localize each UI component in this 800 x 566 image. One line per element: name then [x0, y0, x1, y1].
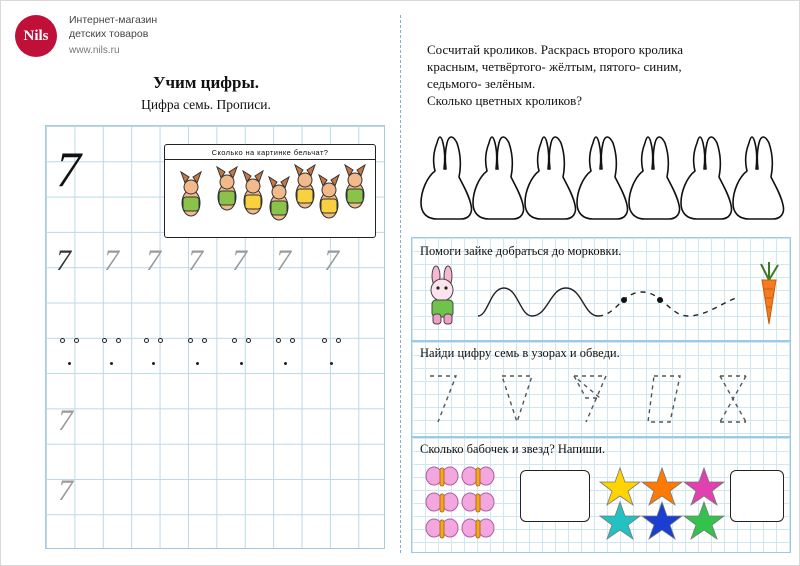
guide-dot	[196, 362, 199, 365]
guide-dot	[60, 338, 65, 343]
trace-row-3-model: 7	[58, 404, 73, 437]
nils-logo: Nils	[15, 15, 57, 57]
squirrel-question-caption: Сколько на картинке бельчат?	[165, 145, 375, 160]
trace-glyph[interactable]: 7	[324, 244, 339, 277]
guide-dot	[330, 362, 333, 365]
task2-text: Помоги зайке добраться до морковки.	[420, 244, 622, 258]
guide-dot	[284, 362, 287, 365]
guide-dot	[116, 338, 121, 343]
pattern-row[interactable]	[422, 370, 782, 428]
guide-dot	[68, 362, 71, 365]
page-subtitle: Цифра семь. Прописи.	[141, 97, 271, 112]
brand-header	[15, 13, 345, 71]
trace-glyph[interactable]: 7	[146, 244, 161, 277]
rabbit-row	[415, 129, 789, 229]
task3-text: Найди цифру семь в узорах и обведи.	[420, 346, 620, 360]
task1-line-3: седьмого- зелёным.	[427, 76, 536, 91]
guide-dot	[202, 338, 207, 343]
squirrel-illustration	[169, 161, 373, 235]
guide-dot	[158, 338, 163, 343]
squirrel-picture-box	[164, 144, 376, 238]
task2-panel	[411, 237, 791, 341]
guide-dot	[240, 362, 243, 365]
guide-dot	[232, 338, 237, 343]
guide-dot	[102, 338, 107, 343]
guide-dot	[74, 338, 79, 343]
brand-line-1: Интернет-магазин	[69, 14, 158, 26]
guide-dot	[290, 338, 295, 343]
page-divider	[400, 15, 401, 553]
task1-line-4: Сколько цветных кроликов?	[427, 93, 583, 108]
task4-panel	[411, 437, 791, 553]
guide-dot	[110, 362, 113, 365]
task1-line-2: красным, четвёртого- жёлтым, пятого- синим,	[427, 59, 682, 74]
guide-dot	[322, 338, 327, 343]
task3-panel	[411, 341, 791, 437]
carrot-icon	[752, 262, 786, 328]
dashed-path[interactable]	[474, 274, 744, 326]
trace-glyph[interactable]: 7	[232, 244, 247, 277]
tracing-grid	[45, 125, 385, 549]
trace-row-1-model: 7	[56, 244, 71, 277]
bunny-icon	[422, 264, 466, 326]
task4-text: Сколько бабочек и звезд? Напиши.	[420, 442, 606, 456]
guide-dot	[276, 338, 281, 343]
star-group	[600, 466, 724, 540]
guide-dot	[246, 338, 251, 343]
answer-box-butterflies[interactable]	[520, 470, 590, 522]
brand-website: www.nils.ru	[69, 45, 120, 56]
task1-text	[427, 41, 787, 109]
brand-text	[69, 13, 157, 58]
guide-dot	[188, 338, 193, 343]
butterfly-group	[422, 464, 514, 548]
trace-glyph[interactable]: 7	[276, 244, 291, 277]
trace-glyph[interactable]: 7	[188, 244, 203, 277]
page-title: Учим цифры.	[152, 73, 260, 92]
task1-line-1: Сосчитай кроликов. Раскрась второго кролика	[427, 42, 684, 57]
trace-glyph[interactable]: 7	[104, 244, 119, 277]
guide-dot	[152, 362, 155, 365]
model-digit-large: 7	[56, 141, 81, 197]
guide-dot	[144, 338, 149, 343]
answer-box-stars[interactable]	[730, 470, 784, 522]
trace-row-4-model: 7	[58, 474, 73, 507]
brand-line-2: детских товаров	[69, 28, 149, 40]
guide-dot	[336, 338, 341, 343]
